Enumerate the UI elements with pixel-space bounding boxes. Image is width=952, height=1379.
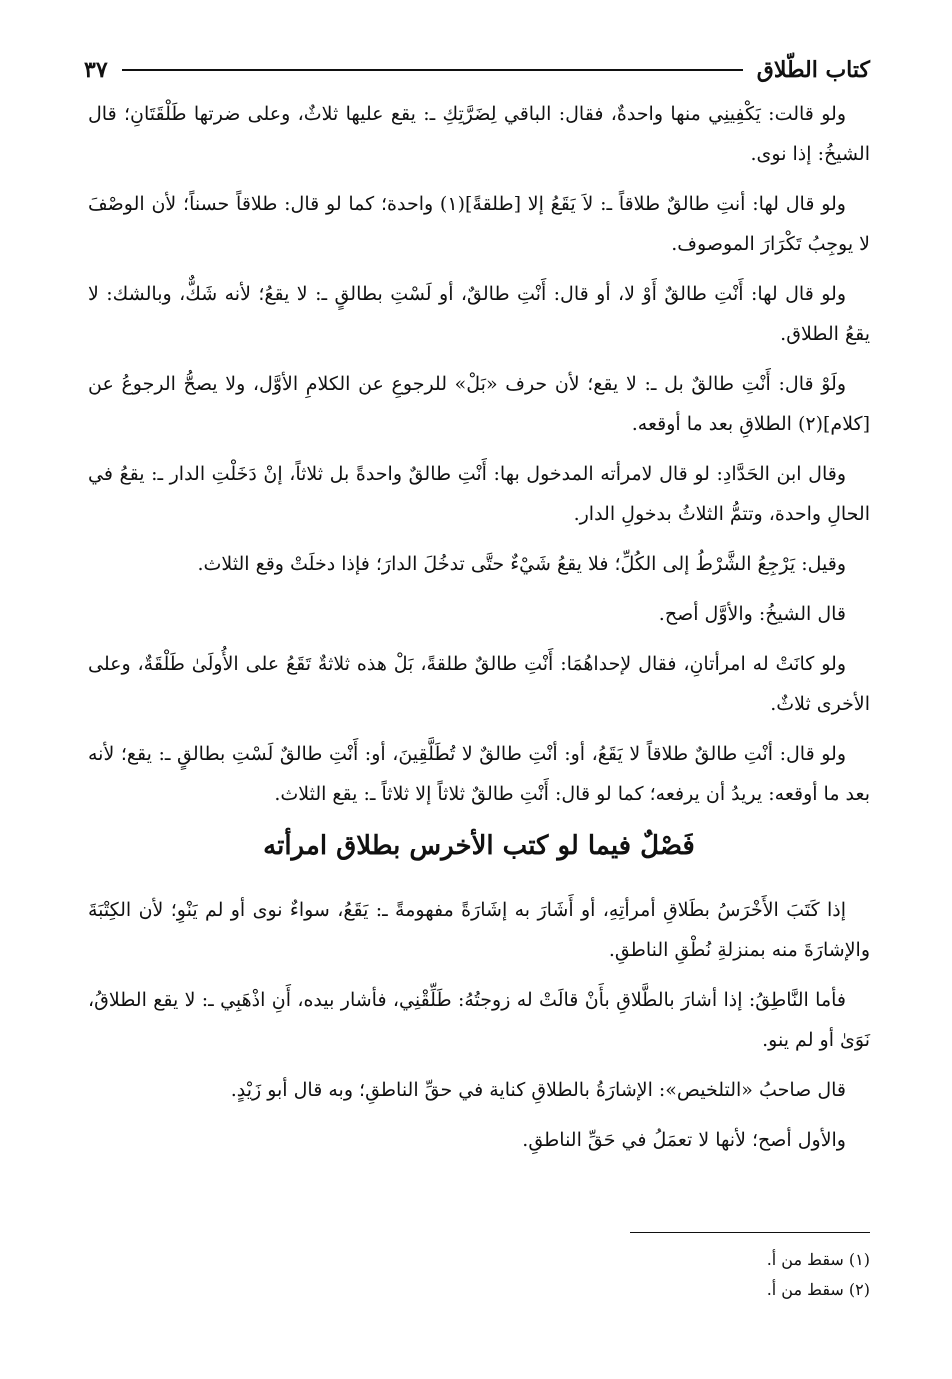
header-rule — [122, 69, 743, 71]
page-number: ٣٧ — [84, 57, 108, 83]
footnote: (١) سقط من أ. — [766, 1250, 870, 1269]
paragraph: ولو قال لها: أنتِ طالقٌ طلاقاً ـ: لاَ يَقَعُ إلا [طلقةً](١) واحدة؛ كما لو قال: طلاقاً حسناً؛ لأن الوصْفَ لا يوجِبُ تَكْرَارَ الموصوف. — [88, 193, 870, 255]
section-heading: فَصْلٌ فيما لو كتب الأخرس بطلاق امرأته — [263, 831, 695, 861]
footnote: (٢) سقط من أ. — [766, 1280, 870, 1299]
footnotes — [630, 1232, 870, 1305]
paragraph: وقال ابن الحَدَّادِ: لو قال لامرأته المدخول بها: أَنْتِ طالقٌ واحدةً بل ثلاثاً، إنْ دَخَلْتِ الدار ـ: يقعُ في الحالِ واحدة، وتتمُّ الثلاثُ بدخولِ الدار. — [88, 463, 870, 525]
paragraph: فأما النَّاطِقُ: إذا أشارَ بالطَّلاقِ بأَنْ قالَتْ له زوجتُهُ: طَلِّقْنِي، فأشار بيده، أَنِ اذْهَبِي ـ: لا يقع الطلاقُ، نَوَىٰ أو لم ينو. — [88, 989, 870, 1051]
running-title: كتاب الطّلاق — [756, 57, 870, 83]
paragraph: ولو قال: أنْتِ طالقٌ طلاقاً لا يَقَعُ، أو: أنْتِ طالقٌ لا تُطَلَّقِينَ، أو: أَنْتِ طالقٌ لَسْتِ بطالقٍ ـ: يقع؛ لأنه بعد ما أوقعه: يريدُ أن يرفعه؛ كما لو قال: أَنْتِ طالقٌ ثلاثاً إلا ثلاثاً ـ: يقع الثلاث. — [88, 743, 870, 805]
main-text — [88, 94, 870, 1170]
page-header — [84, 50, 870, 90]
paragraph: والأول أصح؛ لأنها لا تعمَلُ في حَقِّ الناطقِ. — [522, 1129, 846, 1151]
paragraph: قال صاحبُ «التلخيص»: الإشارَةُ بالطلاقِ كناية في حقِّ الناطقِ؛ وبه قال أبو زَيْدٍ. — [230, 1079, 846, 1101]
footnote-rule — [630, 1232, 870, 1233]
paragraph: ولو قال لها: أَنْتِ طالقٌ أَوْ لا، أو قال: أَنْتِ طالقٌ، أو لَسْتِ بطالقٍ ـ: لا يقعُ؛ لأنه شَكٌّ، وبالشك: لا يقعُ الطلاق. — [88, 283, 870, 345]
paragraph: إذا كَتَبَ الأَخْرَسُ بطَلاقِ أمرأتِهِ، أو أَشَارَ به إشَارَةً مفهومةً ـ: يَقَعُ، سواءٌ نوى أو لم يَنْوِ؛ لأن الكِتْبَةَ والإشارَةَ منه بمنزلةِ نُطْقِ الناطقِ. — [88, 899, 870, 961]
paragraph: قال الشيخُ: والأوَّل أصح. — [658, 603, 846, 625]
paragraph: ولَوْ قال: أَنْتِ طالقٌ بل ـ: لا يقع؛ لأن حرف «بَلْ» للرجوعِ عن الكلامِ الأوَّل، ولا يصحُّ الرجوعُ عن [كلام](٢) الطلاقِ بعد ما أوقعه. — [88, 373, 870, 435]
paragraph: ولو قالت: يَكْفِينِي منها واحدةٌ، فقال: الباقي لِضَرَّتِكِ ـ: يقع عليها ثلاثٌ، وعلى ضرتها طَلْقَتَانِ؛ قال الشيخُ: إذا نوى. — [88, 103, 870, 165]
paragraph: ولو كانَتْ له امرأتانِ، فقال لإحداهُمَا: أَنْتِ طالقٌ طلقةً، بَلْ هذه ثلاثةٌ تَقَعُ على الأُولَىٰ طَلْقَةٌ، وعلى الأخرى ثلاثٌ. — [88, 653, 870, 715]
paragraph: وقيل: يَرْجِعُ الشَّرْطُ إلى الكُلِّ؛ فلا يقعُ شَيْءٌ حتَّى تدخُلَ الدارَ؛ فإذا دخلَتْ وقع الثلاث. — [197, 553, 846, 575]
